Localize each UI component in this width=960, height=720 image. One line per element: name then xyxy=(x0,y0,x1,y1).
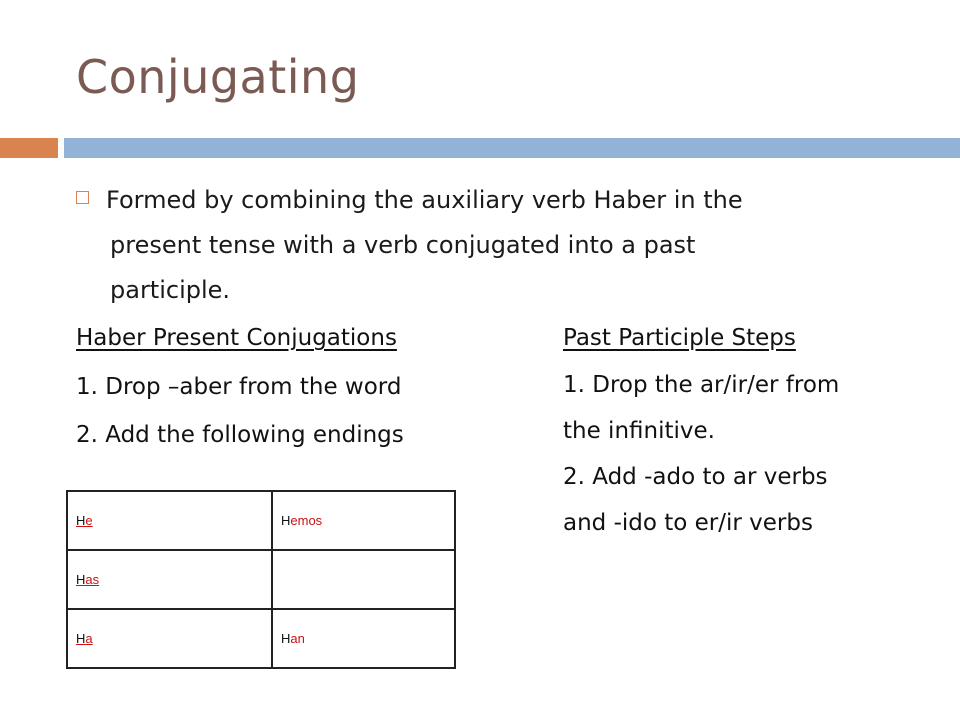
word-stem: H xyxy=(281,513,291,528)
word-stem: H xyxy=(281,631,291,646)
word-ending: as xyxy=(85,572,100,587)
square-bullet-icon xyxy=(76,191,89,204)
conjugation-word xyxy=(76,572,99,587)
bullet-line-3: participle. xyxy=(110,276,231,304)
table-cell xyxy=(272,491,455,550)
table-cell xyxy=(272,609,455,668)
accent-bar-orange xyxy=(0,138,58,158)
table-cell xyxy=(67,550,272,609)
slide-title: Conjugating xyxy=(76,50,360,104)
accent-bar-blue xyxy=(64,138,960,158)
word-stem: H xyxy=(76,513,86,528)
bullet-line-2: present tense with a verb conjugated into a past xyxy=(110,231,696,259)
word-stem: H xyxy=(76,572,86,587)
conjugation-word xyxy=(76,513,93,528)
participle-step-2a: 2. Add -ado to ar verbs xyxy=(563,464,828,490)
participle-step-1a: 1. Drop the ar/ir/er from xyxy=(563,372,840,398)
table-row xyxy=(67,550,455,609)
participle-step-1b: the infinitive. xyxy=(563,418,715,444)
haber-step-1: 1. Drop –aber from the word xyxy=(76,374,402,400)
table-cell xyxy=(67,491,272,550)
word-ending: emos xyxy=(290,513,323,528)
table-cell xyxy=(67,609,272,668)
word-ending: e xyxy=(85,513,93,528)
bullet-paragraph xyxy=(106,178,926,313)
word-ending: a xyxy=(85,631,93,646)
participle-step-2b: and -ido to er/ir verbs xyxy=(563,510,813,536)
table-row xyxy=(67,491,455,550)
conjugation-table xyxy=(66,490,456,669)
word-ending: an xyxy=(290,631,305,646)
haber-heading: Haber Present Conjugations xyxy=(76,325,397,351)
participle-heading: Past Participle Steps xyxy=(563,325,796,351)
haber-step-2: 2. Add the following endings xyxy=(76,422,404,448)
word-stem: H xyxy=(76,631,86,646)
conjugation-word xyxy=(76,631,93,646)
table-cell xyxy=(272,550,455,609)
table-row xyxy=(67,609,455,668)
bullet-line-1: Formed by combining the auxiliary verb Haber in the xyxy=(106,186,743,214)
